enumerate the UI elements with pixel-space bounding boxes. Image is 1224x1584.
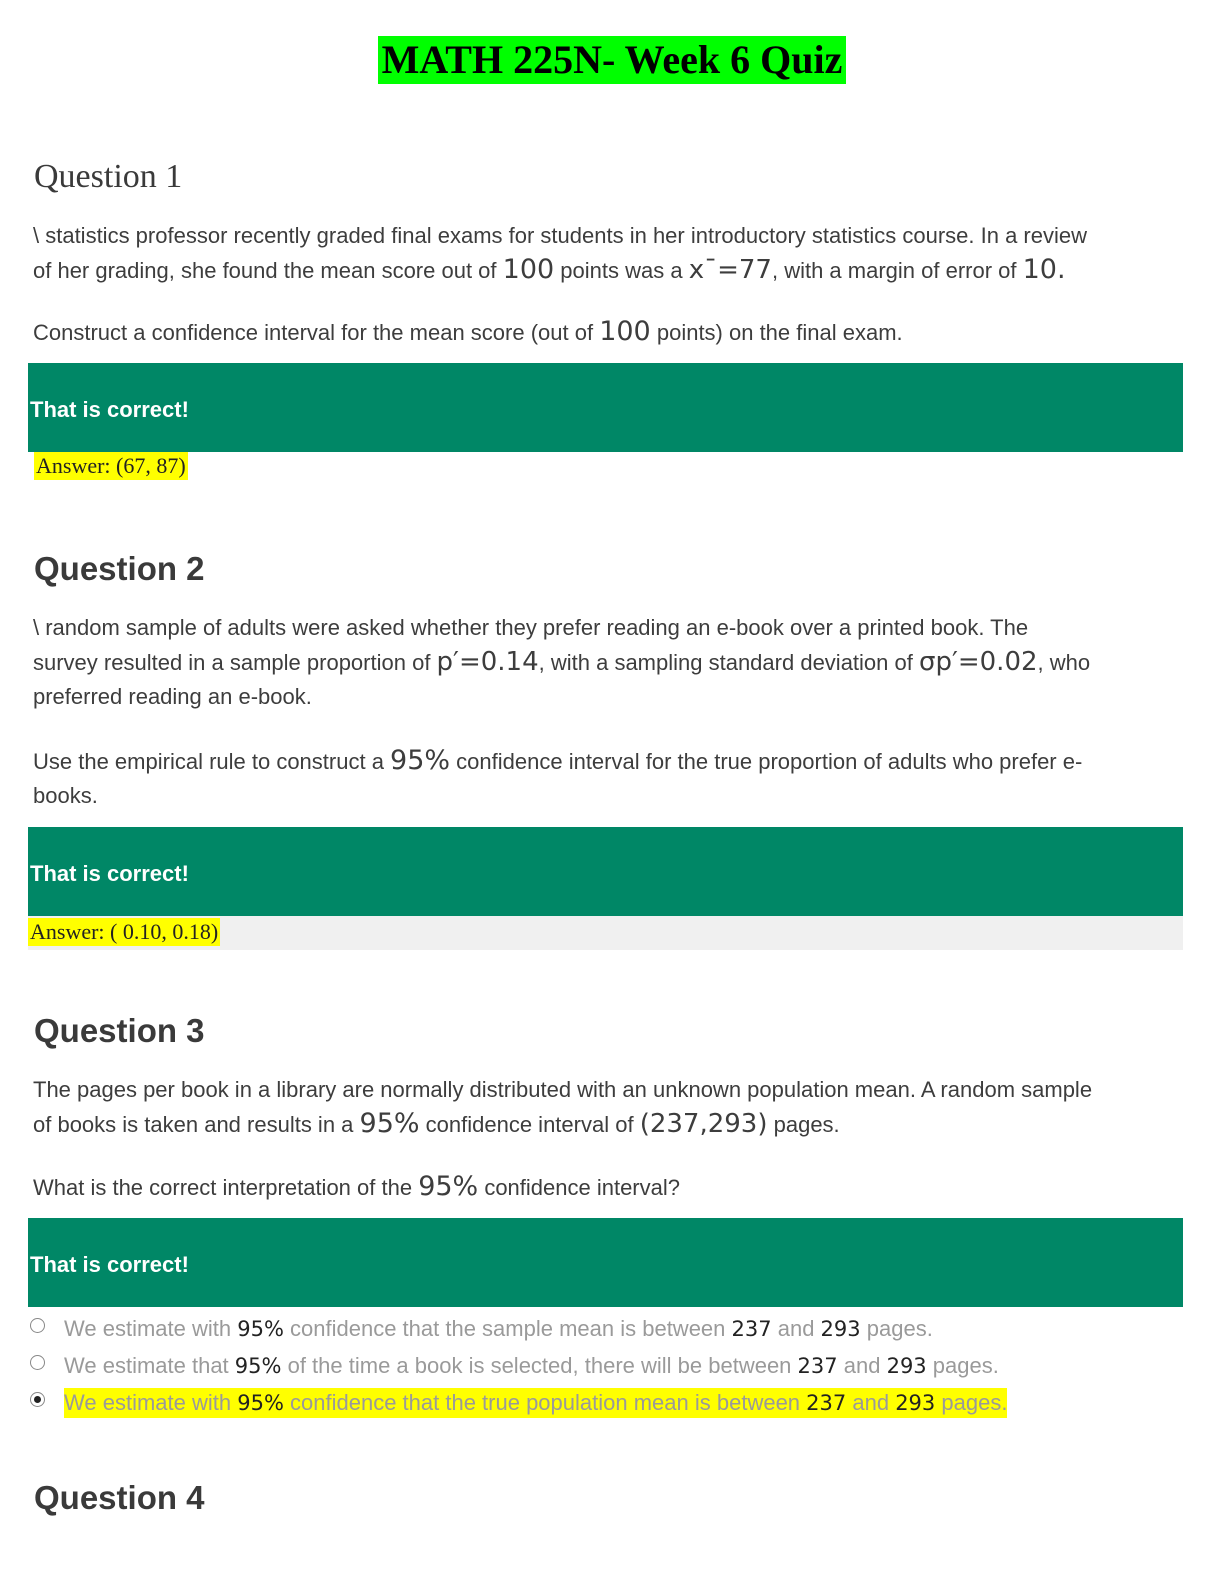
q1-line2c: , with a margin of error of [771,258,1023,283]
q1-prompt-b: points) on the final exam. [650,320,903,345]
question-3-feedback-banner [28,1218,1183,1307]
q1-line2b: points was a [554,258,689,283]
question-2-answer-row [28,916,1183,950]
question-3-heading: Question 3 [34,1012,205,1049]
radio-button[interactable] [30,1355,45,1370]
q2-line2a: survey resulted in a sample proportion of [33,650,437,675]
q3-line1: The pages per book in a library are normally distributed with an unknown population mean. A random sample [33,1077,1093,1102]
q3-line2c: pages. [767,1112,840,1137]
q2-prompt-a: Use the empirical rule to construct a [33,749,391,774]
question-3-prompt [33,1170,1175,1205]
question-2-text [33,611,1175,714]
q3-value-95: 95% [359,1108,420,1139]
question-4-heading: Question 4 [34,1479,205,1516]
q2-sigma: σp′=0.02 [918,647,1038,677]
question-1-feedback-banner [28,363,1183,452]
q2-prompt-b: confidence interval for the true proportion of adults who prefer e- [450,749,1083,774]
question-2-prompt [33,744,1175,813]
q3-prompt-95: 95% [418,1171,479,1202]
q2-prompt-c: books. [33,783,98,808]
q1-xbar: x¯ [688,255,718,285]
q3-prompt-b: confidence interval? [478,1175,680,1200]
question-1-answer: Answer: (67, 87) [36,453,186,478]
question-3-choice-3[interactable] [30,1388,1180,1422]
question-2-heading: Question 2 [34,550,205,587]
question-3-choice-2[interactable] [30,1351,1180,1385]
q2-line3: preferred reading an e-book. [33,684,312,709]
q3-interval: (237,293) [639,1109,768,1139]
q1-prompt-a: Construct a confidence interval for the mean score (out of [33,320,600,345]
question-1-prompt [33,315,1175,350]
question-1-heading: Question 1 [34,158,183,195]
q3-line2a: of books is taken and results in a [33,1112,360,1137]
q2-prompt-95: 95% [390,745,451,776]
q2-line2b: , with a sampling standard deviation of [538,650,919,675]
radio-button[interactable] [30,1318,45,1333]
choice-label-selected: We estimate with 95% confidence that the true population mean is between 237 and 293 pages. [64,1388,1007,1418]
question-3-text [33,1073,1175,1142]
q2-line1: \ random sample of adults were asked whether they prefer reading an e-book over a printed book. The [33,615,1029,640]
q3-line2b: confidence interval of [419,1112,640,1137]
q1-xbar-value: =77 [717,255,772,285]
question-1-text [33,219,1175,288]
choice-label: We estimate that 95% of the time a book is selected, there will be between 237 and 293 pages. [64,1353,999,1378]
page-title: MATH 225N- Week 6 Quiz [378,36,847,84]
feedback-text: That is correct! [30,861,189,886]
q2-sample-proportion: p′=0.14 [436,647,539,677]
question-2-feedback-banner [28,827,1183,916]
choice-label: We estimate with 95% confidence that the sample mean is between 237 and 293 pages. [64,1316,933,1341]
question-1-answer-row [28,450,1183,484]
q1-line1: \ statistics professor recently graded final exams for students in her introductory statistics course. In a review [33,223,1088,248]
radio-button-selected[interactable] [30,1392,45,1407]
q2-line2c: , who [1037,650,1091,675]
q1-value-100: 100 [502,254,555,285]
q1-margin-value: 10. [1022,254,1066,285]
title-wrapper [0,36,1224,84]
q1-prompt-100: 100 [599,316,651,347]
question-2-answer: Answer: ( 0.10, 0.18) [30,919,219,944]
feedback-text: That is correct! [30,1252,189,1277]
feedback-text: That is correct! [30,397,189,422]
q3-prompt-a: What is the correct interpretation of the [33,1175,419,1200]
question-3-choice-1[interactable] [30,1314,1180,1348]
q1-line2a: of her grading, she found the mean score out of [33,258,503,283]
